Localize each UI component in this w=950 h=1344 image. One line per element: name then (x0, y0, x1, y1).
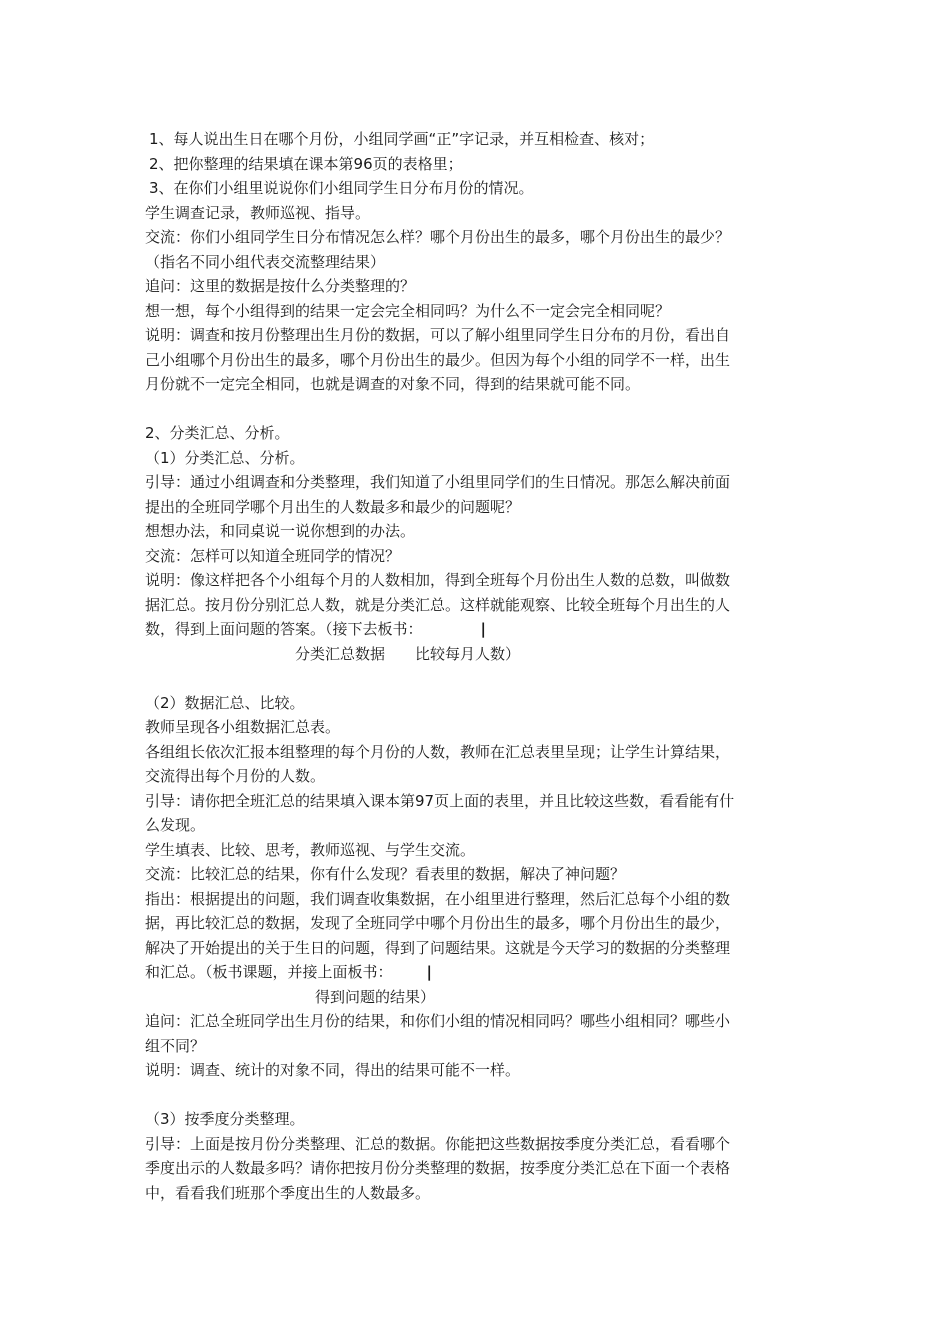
text-line: 引导：上面是按月份分类整理、汇总的数据。你能把这些数据按季度分类汇总，看看哪个 (145, 1134, 731, 1153)
text-line: 提出的全班同学哪个月出生的人数最多和最少的问题呢？ (145, 497, 521, 516)
subsection-heading: （2）数据汇总、比较。 (145, 693, 305, 712)
paragraph-gap (145, 397, 813, 422)
paragraph-gap (145, 666, 813, 691)
text-line: 交流：怎样可以知道全班同学的情况？ (145, 546, 401, 565)
text-line: 1、每人说出生日在哪个月份，小组同学画“正”字记录，并互相检查、核对； (149, 130, 655, 148)
text-line: 引导：请你把全班汇总的结果填入课本第97页上面的表里，并且比较这些数，看看能有什 (145, 791, 735, 810)
board-writing: 得到问题的结果） (315, 987, 436, 1006)
text-line: 3、在你们小组里说说你们小组同学生日分布月份的情况。 (149, 179, 534, 197)
text-line: 交流：比较汇总的结果，你有什么发现？看表里的数据，解决了神问题？ (145, 865, 626, 883)
document-body (145, 127, 813, 1205)
text-line: 追问：这里的数据是按什么分类整理的？ (145, 277, 416, 295)
text-line: 说明：调查和按月份整理出生月份的数据，可以了解小组里同学生日分布的月份，看出自 (145, 326, 731, 344)
text-line: 中，看看我们班那个季度出生的人数最多。 (145, 1183, 431, 1202)
text-line (145, 960, 813, 985)
subsection-heading: （1）分类汇总、分析。 (145, 448, 305, 467)
text-line (145, 617, 813, 642)
text-line: 解决了开始提出的关于生日的问题，得到了问题结果。这就是今天学习的数据的分类整理 (145, 938, 731, 957)
paragraph-gap (145, 1083, 813, 1108)
section-heading: 2、分类汇总、分析。 (145, 424, 290, 442)
text-line: 季度出示的人数最多吗？请你把按月份分类整理的数据，按季度分类汇总在下面一个表格 (145, 1159, 731, 1177)
text-line: 据，再比较汇总的数据，发现了全班同学中哪个月份出生的最多，哪个月份出生的最少， (145, 914, 731, 932)
text-line: 引导：通过小组调查和分类整理，我们知道了小组里同学们的生日情况。那怎么解决前面 (145, 473, 731, 491)
text-line: 交流得出每个月份的人数。 (145, 767, 326, 785)
text-line: 说明：调查、统计的对象不同，得出的结果可能不一样。 (145, 1061, 521, 1079)
text-line: 说明：像这样把各个小组每个月的人数相加，得到全班每个月份出生人数的总数，叫做数 (145, 571, 731, 589)
text-line: 2、把你整理的结果填在课本第96页的表格里； (149, 154, 463, 173)
text-line: 想一想，每个小组得到的结果一定会完全相同吗？为什么不一定会完全相同呢？ (145, 301, 671, 320)
text-line: 交流：你们小组同学生日分布情况怎么样？哪个月份出生的最多，哪个月份出生的最少？ (145, 228, 731, 246)
board-bar-mark: | (426, 963, 432, 981)
text-line: 指出：根据提出的问题，我们调查收集数据，在小组里进行整理，然后汇总每个小组的数 (145, 889, 731, 908)
board-writing: 分类汇总数据 比较每月人数） (295, 644, 521, 663)
text-line: 各组组长依次汇报本组整理的每个月份的人数，教师在汇总表里呈现；让学生计算结果， (145, 742, 731, 761)
text-line: 学生调查记录，教师巡视、指导。 (145, 203, 371, 222)
text-line: 学生填表、比较、思考，教师巡视、与学生交流。 (145, 840, 476, 859)
text-line: （指名不同小组代表交流整理结果） (145, 252, 386, 271)
text-line-content: 数，得到上面问题的答案。（接下去板书： (145, 620, 423, 638)
text-line: 据汇总。按月份分别汇总人数，就是分类汇总。这样就能观察、比较全班每个月出生的人 (145, 595, 731, 614)
text-line: 追问：汇总全班同学出生月份的结果，和你们小组的情况相同吗？哪些小组相同？哪些小 (145, 1012, 731, 1030)
text-line: 组不同？ (145, 1036, 206, 1055)
text-line: 想想办法，和同桌说一说你想到的办法。 (145, 522, 416, 540)
text-line-content: 和汇总。（板书课题，并接上面板书： (145, 963, 393, 981)
text-line: 教师呈现各小组数据汇总表。 (145, 718, 341, 736)
text-line: 己小组哪个月份出生的最多，哪个月份出生的最少。但因为每个小组的同学不一样，出生 (145, 350, 731, 369)
text-line: 么发现。 (145, 816, 206, 834)
board-bar-mark: | (480, 620, 486, 638)
subsection-heading: （3）按季度分类整理。 (145, 1110, 305, 1128)
text-line: 月份就不一定完全相同，也就是调查的对象不同，得到的结果就可能不同。 (145, 375, 641, 393)
